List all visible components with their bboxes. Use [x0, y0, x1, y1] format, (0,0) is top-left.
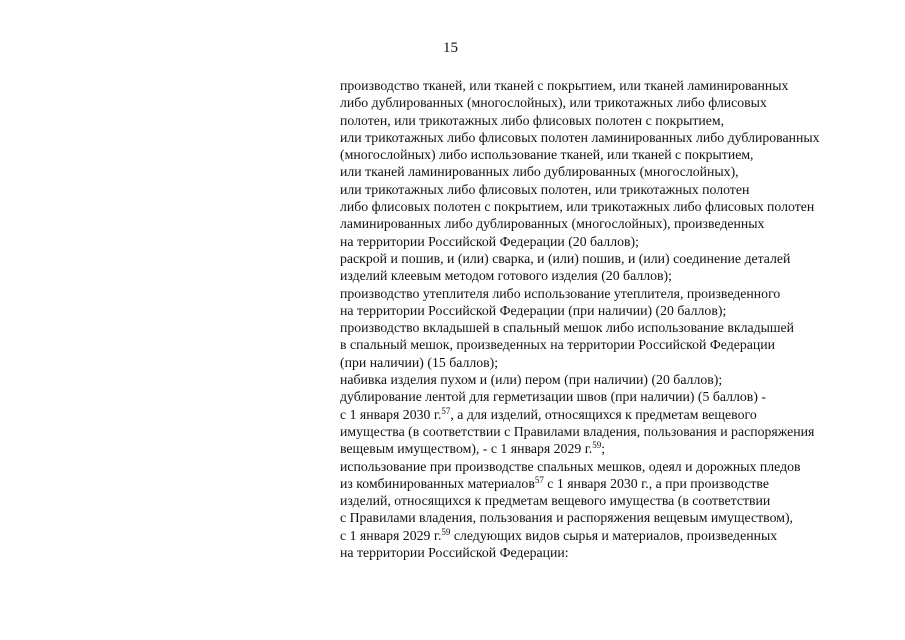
text-line: [340, 475, 880, 492]
text-line: [340, 423, 880, 440]
text-line: [340, 371, 880, 388]
text-line: [340, 181, 880, 198]
text-run: с 1 января 2029 г.: [340, 527, 442, 543]
text-run: , а для изделий, относящихся к предметам вещевого: [450, 406, 757, 422]
text-run: или трикотажных либо флисовых полотен, или трикотажных полотен: [340, 181, 750, 197]
text-run: вещевым имуществом), - с 1 января 2029 г.: [340, 441, 593, 457]
text-line: [340, 198, 880, 215]
text-run: либо дублированных (многослойных), или трикотажных либо флисовых: [340, 95, 767, 111]
footnote-ref: 57: [534, 474, 544, 485]
text-run: набивка изделия пухом и (или) пером (при наличии) (20 баллов);: [340, 372, 723, 388]
text-line: [340, 527, 880, 544]
footnote-ref: 59: [441, 526, 451, 537]
text-run: с 1 января 2030 г., а при производстве: [543, 475, 769, 491]
text-run: дублирование лентой для герметизации швов (при наличии) (5 баллов) -: [340, 389, 766, 405]
text-run: в спальный мешок, произведенных на территории Российской Федерации: [340, 337, 776, 353]
text-run: ;: [601, 441, 606, 457]
text-line: [340, 440, 880, 457]
text-line: [340, 509, 880, 526]
text-line: [340, 319, 880, 336]
text-line: [340, 544, 880, 561]
text-run: с Правилами владения, пользования и распоряжения вещевым имуществом),: [340, 510, 793, 526]
text-line: [340, 163, 880, 180]
text-run: из комбинированных материалов: [340, 475, 535, 491]
text-line: [340, 94, 880, 111]
text-run: производство тканей, или тканей с покрытием, или тканей ламинированных: [340, 78, 789, 93]
text-line: [340, 233, 880, 250]
text-line: [340, 354, 880, 371]
text-line: [340, 458, 880, 475]
text-run: раскрой и пошив, и (или) сварка, и (или) пошив, и (или) соединение деталей: [340, 250, 791, 266]
text-line: [340, 302, 880, 319]
text-line: [340, 336, 880, 353]
text-line: [340, 129, 880, 146]
footnote-ref: 59: [592, 440, 602, 451]
text-line: [340, 250, 880, 267]
text-run: или тканей ламинированных либо дублированных (многослойных),: [340, 164, 739, 180]
text-line: [340, 215, 880, 232]
text-line: [340, 77, 880, 94]
footnote-ref: 57: [441, 405, 451, 416]
text-run: производство вкладышей в спальный мешок либо использование вкладышей: [340, 320, 795, 336]
text-run: изделий клеевым методом готового изделия (20 баллов);: [340, 268, 672, 284]
text-line: [340, 285, 880, 302]
text-run: или трикотажных либо флисовых полотен ламинированных либо дублированных: [340, 129, 820, 145]
text-run: изделий, относящихся к предметам вещевого имущества (в соответствии: [340, 493, 771, 509]
text-line: [340, 388, 880, 405]
text-run: на территории Российской Федерации:: [340, 545, 569, 561]
text-run: имущества (в соответствии с Правилами владения, пользования и распоряжения: [340, 423, 815, 439]
text-run: ламинированных либо дублированных (многослойных), произведенных: [340, 216, 765, 232]
text-run: использование при производстве спальных мешков, одеял и дорожных пледов: [340, 458, 801, 474]
text-run: полотен, или трикотажных либо флисовых полотен с покрытием,: [340, 112, 725, 128]
text-line: [340, 492, 880, 509]
text-run: следующих видов сырья и материалов, произведенных: [450, 527, 778, 543]
text-run: либо флисовых полотен с покрытием, или трикотажных либо флисовых полотен: [340, 199, 815, 215]
text-run: производство утеплителя либо использование утеплителя, произведенного: [340, 285, 781, 301]
text-run: (многослойных) либо использование тканей, или тканей с покрытием,: [340, 147, 754, 163]
text-line: [340, 146, 880, 163]
text-run: на территории Российской Федерации (20 баллов);: [340, 233, 639, 249]
text-line: [340, 406, 880, 423]
text-run: на территории Российской Федерации (при наличии) (20 баллов);: [340, 302, 727, 318]
body-text: [340, 77, 880, 561]
text-run: с 1 января 2030 г.: [340, 406, 442, 422]
page-number: 15: [443, 40, 458, 56]
text-line: [340, 112, 880, 129]
text-line: [340, 267, 880, 284]
text-run: (при наличии) (15 баллов);: [340, 354, 499, 370]
